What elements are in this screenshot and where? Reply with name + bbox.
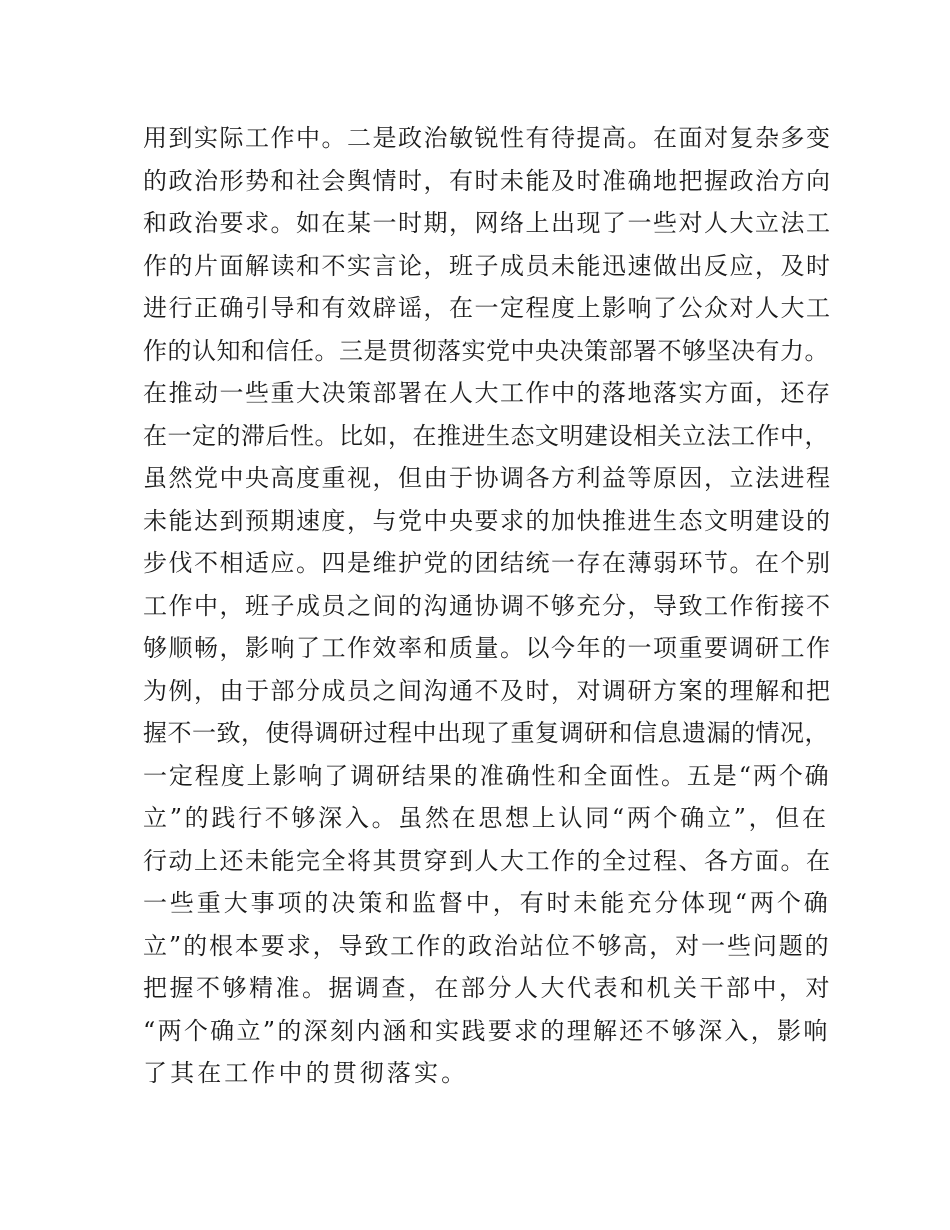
- text-line: 一定程度上影响了调研结果的准确性和全面性。五是“两个确: [143, 761, 831, 790]
- body-paragraph: [143, 117, 832, 1095]
- text-line: 作的片面解读和不实言论，班子成员未能迅速做出反应，及时: [143, 251, 832, 280]
- text-line: 行动上还未能完全将其贯穿到人大工作的全过程、各方面。在: [143, 846, 832, 875]
- text-line: 为例，由于部分成员之间沟通不及时，对调研方案的理解和把: [143, 676, 832, 705]
- text-line: 和政治要求。如在某一时期，网络上出现了一些对人大立法工: [143, 209, 832, 237]
- text-line: 了其在工作中的贯彻落实。: [143, 1059, 469, 1087]
- text-line: “两个确立”的深刻内涵和实践要求的理解还不够深入，影响: [143, 1016, 830, 1045]
- text-line: 立”的践行不够深入。虽然在思想上认同“两个确立”，但在: [143, 804, 829, 832]
- text-line: 步伐不相适应。四是维护党的团结统一存在薄弱环节。在个别: [143, 549, 832, 577]
- text-line: 在一定的滞后性。比如，在推进生态文明建设相关立法工作中，: [143, 421, 829, 450]
- text-line: 用到实际工作中。二是政治敏锐性有待提高。在面对复杂多变: [143, 124, 832, 152]
- text-line: 一些重大事项的决策和监督中，有时未能充分体现“两个确: [143, 889, 831, 917]
- text-line: 够顺畅，影响了工作效率和质量。以今年的一项重要调研工作: [143, 634, 832, 662]
- text-line: 作的认知和信任。三是贯彻落实党中央决策部署不够坚决有力。: [143, 336, 829, 365]
- text-line: 工作中，班子成员之间的沟通协调不够充分，导致工作衔接不: [143, 591, 832, 620]
- text-line: 未能达到预期速度，与党中央要求的加快推进生态文明建设的: [143, 506, 832, 535]
- text-line: 握不一致，使得调研过程中出现了重复调研和信息遗漏的情况，: [143, 719, 829, 747]
- text-line: 的政治形势和社会舆情时，有时未能及时准确地把握政治方向: [143, 166, 832, 195]
- text-line: 立”的根本要求，导致工作的政治站位不够高，对一些问题的: [143, 931, 831, 960]
- text-line: 把握不够精准。据调查，在部分人大代表和机关干部中，对: [143, 974, 832, 1002]
- text-line: 在推动一些重大决策部署在人大工作中的落地落实方面，还存: [143, 379, 832, 407]
- text-line: 虽然党中央高度重视，但由于协调各方利益等原因，立法进程: [143, 464, 832, 492]
- text-line: 进行正确引导和有效辟谣，在一定程度上影响了公众对人大工: [143, 294, 832, 322]
